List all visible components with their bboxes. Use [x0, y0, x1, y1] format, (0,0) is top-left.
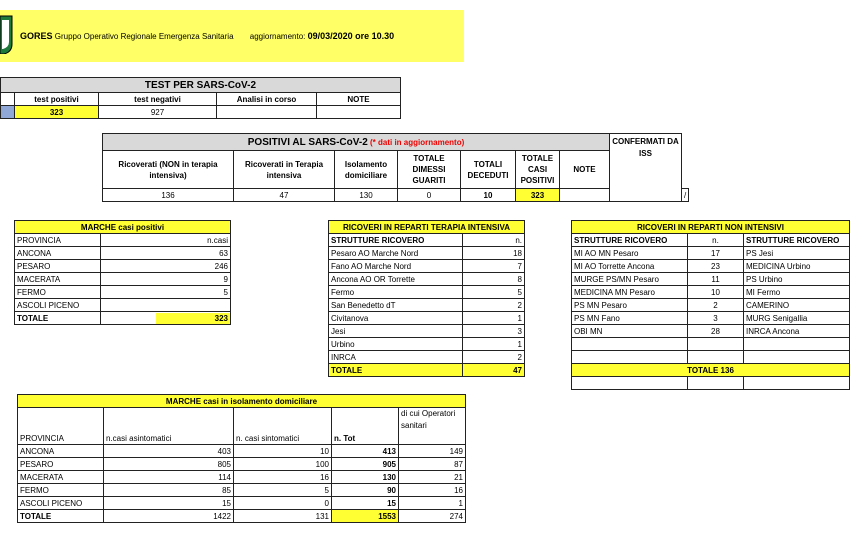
- test-col-analisi: Analisi in corso: [217, 93, 317, 106]
- cell-asintomatici: 85: [104, 484, 234, 497]
- positivi-col-deceduti: TOTALI DECEDUTI: [461, 151, 516, 189]
- cell-sintomatici: 5: [234, 484, 332, 497]
- list-item: ANCONA: [15, 247, 101, 260]
- table-row: MURGE PS/MN Pesaro: [572, 273, 688, 286]
- test-table: [0, 77, 401, 119]
- test-col-negativi: test negativi: [99, 93, 217, 106]
- table-row: ANCONA: [18, 445, 104, 458]
- table-row: ASCOLI PICENO: [18, 497, 104, 510]
- cell-tot: 130: [332, 471, 399, 484]
- table-row-value: 5: [463, 286, 525, 299]
- cell-sintomatici: 16: [234, 471, 332, 484]
- cell-sintomatici: 0: [234, 497, 332, 510]
- isolamento-col-operatori: di cui Operatori sanitari: [399, 408, 466, 445]
- isolamento-total-sintomatici: 131: [234, 510, 332, 523]
- list-item-value: 9: [101, 273, 231, 286]
- test-note-value: [317, 106, 401, 119]
- table-row: MI AO Torrette Ancona: [572, 260, 688, 273]
- marche-positivi-total-value: 323: [156, 313, 230, 324]
- marche-positivi-col-ncasi: n.casi: [101, 234, 231, 247]
- positivi-col-isolamento: Isolamento domiciliare: [335, 151, 398, 189]
- marche-positivi-col-provincia: PROVINCIA: [15, 234, 101, 247]
- org-name: GORES: [20, 31, 53, 41]
- positivi-note-value: [560, 189, 610, 202]
- marche-positivi-total-label: TOTALE: [15, 312, 101, 325]
- positivi-col-ricoverati: Ricoverati (NON in terapia intensiva): [103, 151, 234, 189]
- test-negativi-value: 927: [99, 106, 217, 119]
- table-row-2: MURG Senigallia: [744, 312, 850, 325]
- isolamento-col-provincia: PROVINCIA: [18, 408, 104, 445]
- list-item: PESARO: [15, 260, 101, 273]
- table-row-value: 8: [463, 273, 525, 286]
- isolamento-title: MARCHE casi in isolamento domiciliare: [18, 395, 466, 408]
- table-row: FERMO: [18, 484, 104, 497]
- test-title: TEST PER SARS-CoV-2: [1, 78, 401, 93]
- positivi-totale-value: 323: [516, 189, 560, 202]
- update-label: aggiornamento:: [249, 32, 306, 41]
- terapia-intensiva-col-strutture: STRUTTURE RICOVERO: [329, 234, 463, 247]
- terapia-intensiva-total-label: TOTALE: [329, 364, 463, 377]
- non-intensivi-col-n: n.: [688, 234, 744, 247]
- table-row: San Benedetto dT: [329, 299, 463, 312]
- cell-asintomatici: 15: [104, 497, 234, 510]
- table-row-2: PS Urbino: [744, 273, 850, 286]
- positivi-col-dimessi: TOTALE DIMESSI GUARITI: [398, 151, 461, 189]
- table-row-value: 2: [463, 351, 525, 364]
- table-row-2: MI Fermo: [744, 286, 850, 299]
- isolamento-table: [17, 394, 466, 523]
- table-row: PESARO: [18, 458, 104, 471]
- list-item-value: 63: [101, 247, 231, 260]
- org-full-name: Gruppo Operativo Regionale Emergenza Sanitaria: [54, 32, 234, 41]
- cell-asintomatici: 805: [104, 458, 234, 471]
- marche-positivi-title: MARCHE casi positivi: [15, 221, 231, 234]
- table-row-value: 2: [463, 299, 525, 312]
- table-row-value: 11: [688, 273, 744, 286]
- cell-asintomatici: 114: [104, 471, 234, 484]
- non-intensivi-total: TOTALE 136: [572, 364, 850, 377]
- terapia-intensiva-title: RICOVERI IN REPARTI TERAPIA INTENSIVA: [329, 221, 525, 234]
- test-col-positivi: test positivi: [15, 93, 99, 106]
- table-row: MEDICINA MN Pesaro: [572, 286, 688, 299]
- list-item-value: 246: [101, 260, 231, 273]
- isolamento-col-asintomatici: n.casi asintomatici: [104, 408, 234, 445]
- positivi-terapia-value: 47: [234, 189, 335, 202]
- positivi-dimessi-value: 0: [398, 189, 461, 202]
- cell-operatori: 16: [399, 484, 466, 497]
- table-row-value: 1: [463, 338, 525, 351]
- isolamento-col-sintomatici: n. casi sintomatici: [234, 408, 332, 445]
- table-row: Jesi: [329, 325, 463, 338]
- cell-tot: 905: [332, 458, 399, 471]
- header-text: [20, 31, 394, 41]
- table-row-value: 28: [688, 325, 744, 338]
- isolamento-col-tot: n. Tot: [332, 408, 399, 445]
- table-row: MACERATA: [18, 471, 104, 484]
- table-row: OBI MN: [572, 325, 688, 338]
- terapia-intensiva-total-value: 47: [463, 364, 525, 377]
- cell-sintomatici: 10: [234, 445, 332, 458]
- non-intensivi-col-strutture-2: STRUTTURE RICOVERO: [744, 234, 850, 247]
- table-row-2: CAMERINO: [744, 299, 850, 312]
- table-row-value: 1: [463, 312, 525, 325]
- table-row: Fano AO Marche Nord: [329, 260, 463, 273]
- isolamento-total-asintomatici: 1422: [104, 510, 234, 523]
- confermati-iss-label: CONFERMATI DA ISS: [610, 134, 682, 202]
- cell-tot: 15: [332, 497, 399, 510]
- cell-operatori: 87: [399, 458, 466, 471]
- list-item-value: [101, 299, 231, 312]
- table-row-2: INRCA Ancona: [744, 325, 850, 338]
- terapia-intensiva-table: [328, 220, 525, 377]
- list-item: ASCOLI PICENO: [15, 299, 101, 312]
- table-row-2: MEDICINA Urbino: [744, 260, 850, 273]
- positivi-col-terapia: Ricoverati in Terapia intensiva: [234, 151, 335, 189]
- cell-asintomatici: 403: [104, 445, 234, 458]
- table-row: MI AO MN Pesaro: [572, 247, 688, 260]
- isolamento-total-operatori: 274: [399, 510, 466, 523]
- list-item: FERMO: [15, 286, 101, 299]
- cell-sintomatici: 100: [234, 458, 332, 471]
- cell-operatori: 149: [399, 445, 466, 458]
- update-value: 09/03/2020 ore 10.30: [307, 31, 395, 41]
- table-row-value: 23: [688, 260, 744, 273]
- positivi-col-totale: TOTALE CASI POSITIVI: [516, 151, 560, 189]
- table-row-value: 3: [688, 312, 744, 325]
- table-row: PS MN Pesaro: [572, 299, 688, 312]
- positivi-isolamento-value: 130: [335, 189, 398, 202]
- table-row: PS MN Fano: [572, 312, 688, 325]
- table-row-value: 7: [463, 260, 525, 273]
- table-row-value: 18: [463, 247, 525, 260]
- positivi-ricoverati-value: 136: [103, 189, 234, 202]
- cell-tot: 90: [332, 484, 399, 497]
- table-row: Civitanova: [329, 312, 463, 325]
- table-row-value: 17: [688, 247, 744, 260]
- test-positivi-value: 323: [15, 106, 99, 119]
- gores-logo-icon: [0, 14, 14, 54]
- positivi-col-note: NOTE: [560, 151, 610, 189]
- table-row: Urbino: [329, 338, 463, 351]
- list-item-value: 5: [101, 286, 231, 299]
- table-row: INRCA: [329, 351, 463, 364]
- isolamento-total-tot: 1553: [332, 510, 399, 523]
- test-analisi-value: [217, 106, 317, 119]
- cell-tot: 413: [332, 445, 399, 458]
- table-row-2: PS Jesi: [744, 247, 850, 260]
- positivi-deceduti-value: 10: [461, 189, 516, 202]
- cell-operatori: 21: [399, 471, 466, 484]
- positivi-note: (* dati in aggiornamento): [370, 137, 465, 147]
- marche-positivi-table: [14, 220, 231, 325]
- confermati-iss-value: /: [682, 189, 689, 202]
- table-row: Pesaro AO Marche Nord: [329, 247, 463, 260]
- test-col-note: NOTE: [317, 93, 401, 106]
- table-row: Fermo: [329, 286, 463, 299]
- terapia-intensiva-col-n: n.: [463, 234, 525, 247]
- table-row-value: 10: [688, 286, 744, 299]
- non-intensivi-title: RICOVERI IN REPARTI NON INTENSIVI: [572, 221, 850, 234]
- table-row: Ancona AO OR Torrette: [329, 273, 463, 286]
- positivi-title: POSITIVI AL SARS-CoV-2: [247, 136, 368, 148]
- non-intensivi-table: [571, 220, 850, 390]
- table-row-value: 3: [463, 325, 525, 338]
- non-intensivi-col-strutture: STRUTTURE RICOVERO: [572, 234, 688, 247]
- cell-operatori: 1: [399, 497, 466, 510]
- list-item: MACERATA: [15, 273, 101, 286]
- positivi-table: [102, 133, 689, 202]
- table-row-value: 2: [688, 299, 744, 312]
- isolamento-total-label: TOTALE: [18, 510, 104, 523]
